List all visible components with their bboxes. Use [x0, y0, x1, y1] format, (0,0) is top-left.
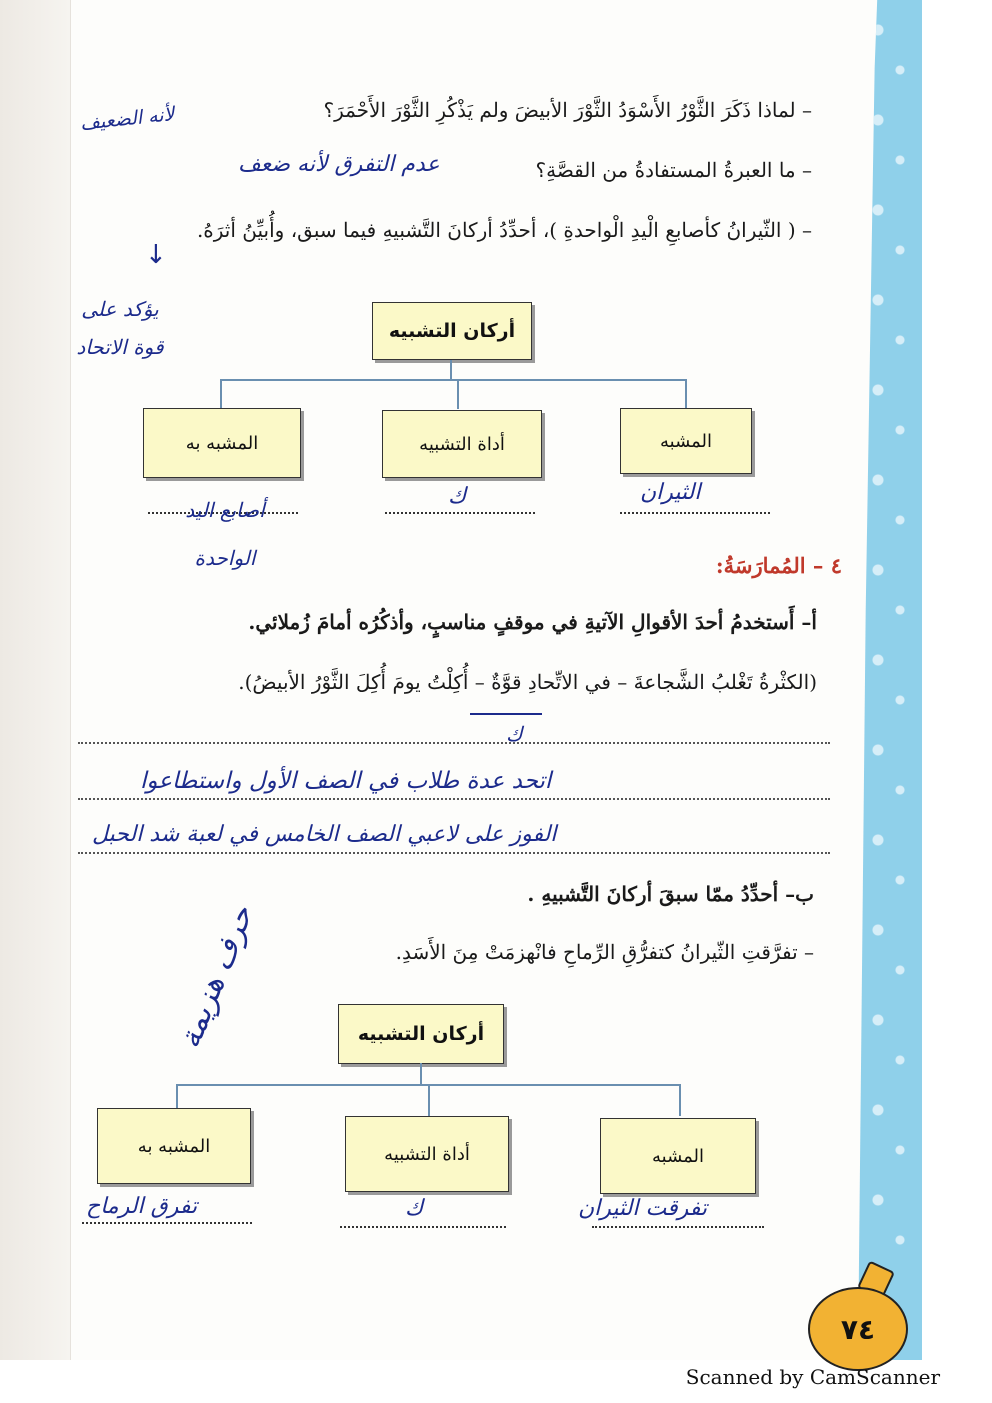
question-3: – ( الثّيرانُ كأصابعِ الْيدِ الْواحدةِ )، أحدِّدُ أركانَ التَّشبيهِ فيما سبق، وأُبيِّنُ أثرَهُ. — [196, 218, 812, 242]
margin-note-1: يؤكد على قوة الاتحاد — [76, 297, 164, 359]
item-b-instruction: ب– أحدِّدُ ممّا سبقَ أركانَ التَّشبيهِ . — [527, 882, 814, 906]
answer-line — [385, 512, 535, 514]
handwritten-answer-1: لأنه الضعيف — [79, 103, 176, 135]
diagram1-box-tool: أداة التشبيه — [382, 410, 542, 478]
section-title: ٤ – المُمارَسَةُ: — [715, 553, 842, 578]
answer-mark: ك — [506, 722, 523, 746]
item-b-sentence: – تفرَّقتِ الثّيرانُ كتفرُّقِ الرِّماحِ فانْهزمَتْ مِنَ الأَسَدِ. — [395, 940, 814, 964]
diagram2-answer-mushabbah: تفرقت الثيران — [578, 1196, 708, 1221]
diagram1-answer-mushabbah: الثيران — [640, 480, 701, 505]
page-number-badge: ٧٤ — [808, 1287, 908, 1371]
practice-answer-line-2: الفوز على لاعبي الصف الخامس في لعبة شد الحبل — [92, 822, 557, 847]
answer-line — [592, 1226, 764, 1228]
scanner-footer: Scanned by CamScanner — [685, 1365, 940, 1389]
connector — [420, 1063, 422, 1085]
answer-line — [340, 1226, 506, 1228]
diagram1-box-mushabbah: المشبه — [620, 408, 752, 474]
connector — [220, 379, 686, 381]
answer-line — [620, 512, 770, 514]
diagram2-box-tool: أداة التشبيه — [345, 1116, 509, 1192]
margin-note-2: حرف هزيمة — [172, 901, 261, 1054]
practice-answer-line-1: اتحد عدة طلاب في الصف الأول واستطاعوا — [140, 768, 552, 794]
question-2: – ما العبرةُ المستفادةُ من القصَّةِ؟ — [535, 158, 812, 182]
question-1: – لماذا ذَكَرَ الثَّوْرُ الأَسْوَدُ الثَّوْرَ الأبيضَ ولم يَذْكُرِ الثَّوْرَ الأَحْمَرَ؟ — [323, 98, 812, 122]
diagram1-answer-tool: ك — [448, 484, 467, 509]
connector — [450, 360, 452, 380]
item-a-instruction: أ– أَستخدمُ أحدَ الأقوالِ الآتيةِ في موقفٍ مناسبٍ، وأذكُرُه أمامَ زُملائي. — [248, 610, 817, 634]
diagram1-title-box: أركان التشبيه — [372, 302, 532, 360]
connector — [685, 379, 687, 409]
underline-mark — [470, 713, 542, 715]
diagram1-box-mushabbah-bih: المشبه به — [143, 408, 301, 478]
diagram1-answer-mushabbah-bih: أصابع اليد الواحدة — [185, 498, 265, 570]
diagram2-box-mushabbah-bih: المشبه به — [97, 1108, 251, 1184]
writing-line — [78, 852, 830, 854]
page-shadow — [0, 0, 70, 1360]
connector — [220, 379, 222, 409]
diagram2-box-mushabbah: المشبه — [600, 1118, 756, 1194]
writing-line — [78, 742, 830, 744]
quotes-line: (الكثْرةُ تَغْلبُ الشَّجاعةَ – في الاتِّحادِ قوَّةٌ – أُكِلْتُ يومَ أُكِلَ الثَّوْرُ الأبيضُ). — [238, 670, 817, 694]
connector — [457, 379, 459, 409]
connector — [679, 1084, 681, 1116]
diagram2-title-box: أركان التشبيه — [338, 1004, 504, 1064]
diagram2-answer-tool: ك — [405, 1196, 424, 1221]
handwritten-answer-2: عدم التفرق لأنه ضعف — [238, 152, 440, 177]
connector — [428, 1084, 430, 1116]
writing-line — [78, 798, 830, 800]
arrow-down-icon: ↓ — [145, 240, 167, 270]
answer-line — [82, 1222, 252, 1224]
diagram2-answer-mushabbah-bih: تفرق الرماح — [86, 1194, 198, 1219]
